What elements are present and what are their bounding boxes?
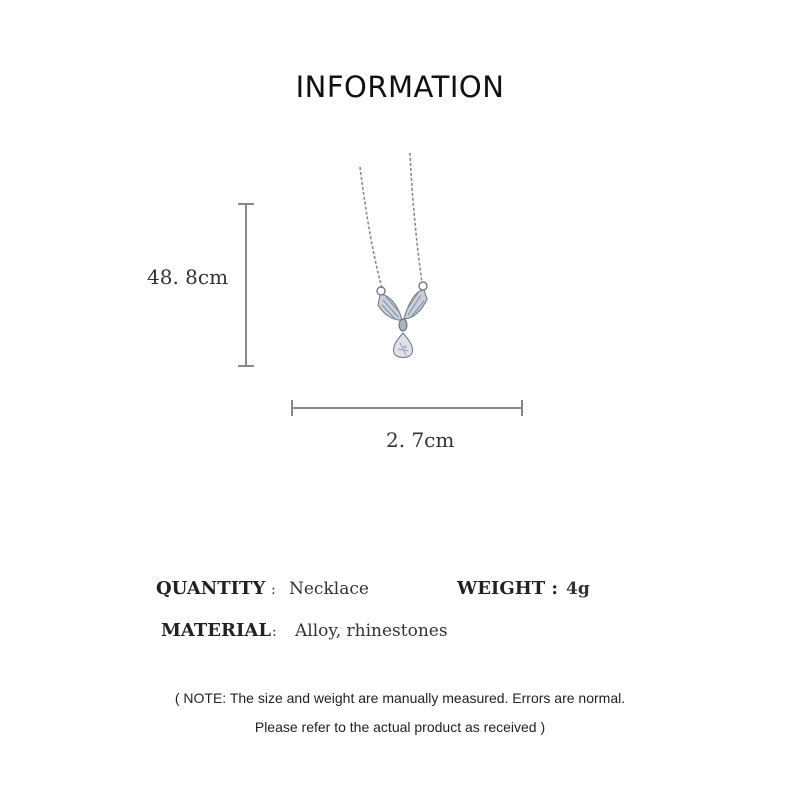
height-label: 48. 8cm xyxy=(147,265,229,289)
note-line-2: Please refer to the actual product as received ) xyxy=(254,719,546,735)
quantity-separator: : xyxy=(271,582,276,598)
quantity-key: QUANTITY xyxy=(156,578,266,599)
weight-key: WEIGHT : xyxy=(457,578,559,599)
page-title: INFORMATION xyxy=(295,70,505,104)
height-dimension-line xyxy=(236,200,256,370)
weight-value: 4g xyxy=(566,579,590,599)
material-separator: : xyxy=(272,624,277,640)
quantity-value: Necklace xyxy=(289,579,369,599)
width-dimension-line xyxy=(288,398,528,418)
necklace-icon xyxy=(330,145,470,375)
material-key: MATERIAL xyxy=(161,620,272,641)
width-label: 2. 7cm xyxy=(386,428,455,452)
note-line-1: ( NOTE: The size and weight are manually measured. Errors are normal. xyxy=(174,690,626,706)
material-value: Alloy, rhinestones xyxy=(295,621,448,641)
